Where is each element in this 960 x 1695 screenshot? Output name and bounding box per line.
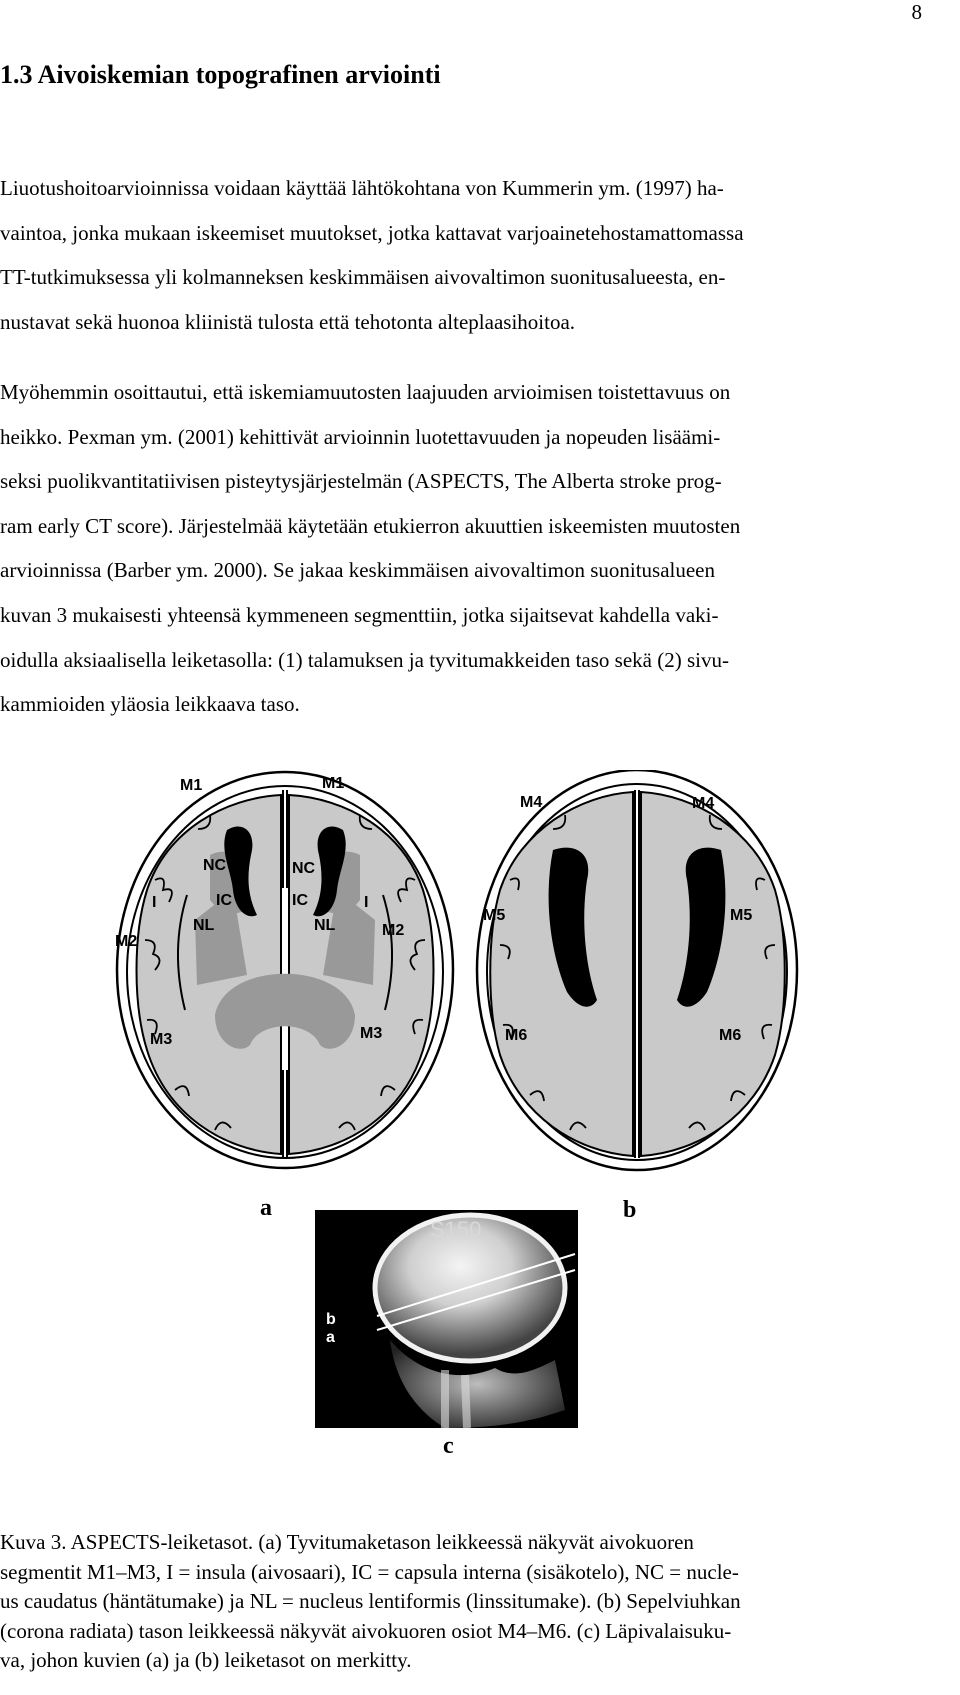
label-nl-right: NL xyxy=(314,917,336,934)
label-i-right: I xyxy=(364,894,369,911)
label-m1-right: M1 xyxy=(322,775,345,792)
paragraph-line: oidulla aksiaalisella leiketasolla: (1) talamuksen ja tyvitumakkeiden taso sekä (2) sivu- xyxy=(0,647,729,672)
caption-line: segmentit M1–M3, I = insula (aivosaari), IC = capsula interna (sisäkotelo), NC = nucle- xyxy=(0,1559,739,1584)
label-m5-right: M5 xyxy=(730,907,753,924)
label-m2-left: M2 xyxy=(115,933,138,950)
scan-tag: S150 xyxy=(430,1217,482,1242)
label-nl-left: NL xyxy=(193,917,215,934)
paragraph-line: kammioiden yläosia leikkaava taso. xyxy=(0,692,300,717)
paragraph-line: Myöhemmin osoittautui, että iskemiamuutosten laajuuden arvioimisen toistettavuus on xyxy=(0,380,731,404)
caption-line: Kuva 3. ASPECTS-leiketasot. (a) Tyvitumaketason leikkeessä näkyvät aivokuoren xyxy=(0,1530,694,1554)
caption-line: us caudatus (häntätumake) ja NL = nucleus lentiformis (linssitumake). (b) Sepelviuhkan xyxy=(0,1589,741,1613)
label-m3-left: M3 xyxy=(150,1031,173,1048)
paragraph-line: vaintoa, jonka mukaan iskeemiset muutokset, jotka kattavat varjoainetehostamattomassa xyxy=(0,220,744,245)
paragraph-line: arvioinnissa (Barber ym. 2000). Se jakaa keskimmäisen aivovaltimon suonitusalueen xyxy=(0,558,716,583)
figure-caption xyxy=(0,1528,955,1676)
plane-label-a: a xyxy=(326,1329,335,1346)
aspects-figure xyxy=(115,770,960,1455)
section-heading: 1.3 Aivoiskemian topografinen arviointi xyxy=(0,60,441,89)
label-nc-right: NC xyxy=(292,860,316,877)
panel-a-label: a xyxy=(260,1195,272,1221)
label-m4-left: M4 xyxy=(520,794,543,811)
label-i-left: I xyxy=(152,894,157,911)
panel-b-label: b xyxy=(623,1197,637,1223)
panel-b-brain-slice xyxy=(477,770,797,1170)
paragraph-line: seksi puolikvantitatiivisen pisteytysjärjestelmän (ASPECTS, The Alberta stroke prog- xyxy=(0,469,722,494)
label-m5-left: M5 xyxy=(483,907,506,924)
paragraph-line: kuvan 3 mukaisesti yhteensä kymmeneen segmenttiin, jotka sijaitsevat kahdella vaki- xyxy=(0,602,719,627)
paragraph-line: Liuotushoitoarvioinnissa voidaan käyttää lähtökohtana von Kummerin ym. (1997) ha- xyxy=(0,176,724,200)
label-m4-right: M4 xyxy=(692,795,715,812)
panel-c-label: c xyxy=(443,1433,454,1455)
panel-c-radiograph xyxy=(315,1210,578,1428)
panel-a-brain-slice xyxy=(115,772,453,1168)
label-m6-right: M6 xyxy=(719,1027,742,1044)
paragraph-1 xyxy=(0,166,950,344)
paragraph-2 xyxy=(0,370,950,727)
plane-label-b: b xyxy=(326,1311,336,1328)
paragraph-line: nustavat sekä huonoa kliinistä tulosta että tehotonta alteplaasihoitoa. xyxy=(0,309,576,334)
page-number: 8 xyxy=(911,0,922,24)
caption-line: (corona radiata) tason leikkeessä näkyvät aivokuoren osiot M4–M6. (c) Läpivalaisuku- xyxy=(0,1618,732,1643)
label-m6-left: M6 xyxy=(505,1027,528,1044)
paragraph-line: ram early CT score). Järjestelmää käytetään etukierron akuuttien iskeemisten muutosten xyxy=(0,513,741,538)
label-m1-left: M1 xyxy=(180,777,203,794)
paragraph-line: heikko. Pexman ym. (2001) kehittivät arvioinnin luotettavuuden ja nopeuden lisäämi- xyxy=(0,424,721,449)
label-ic-right: IC xyxy=(292,892,308,909)
caption-line: va, johon kuvien (a) ja (b) leiketasot on merkitty. xyxy=(0,1648,412,1672)
label-m3-right: M3 xyxy=(360,1025,383,1042)
label-m2-right: M2 xyxy=(382,922,405,939)
paragraph-line: TT-tutkimuksessa yli kolmanneksen keskimmäisen aivovaltimon suonitusalueesta, en- xyxy=(0,265,726,289)
label-nc-left: NC xyxy=(203,857,227,874)
label-ic-left: IC xyxy=(216,892,232,909)
